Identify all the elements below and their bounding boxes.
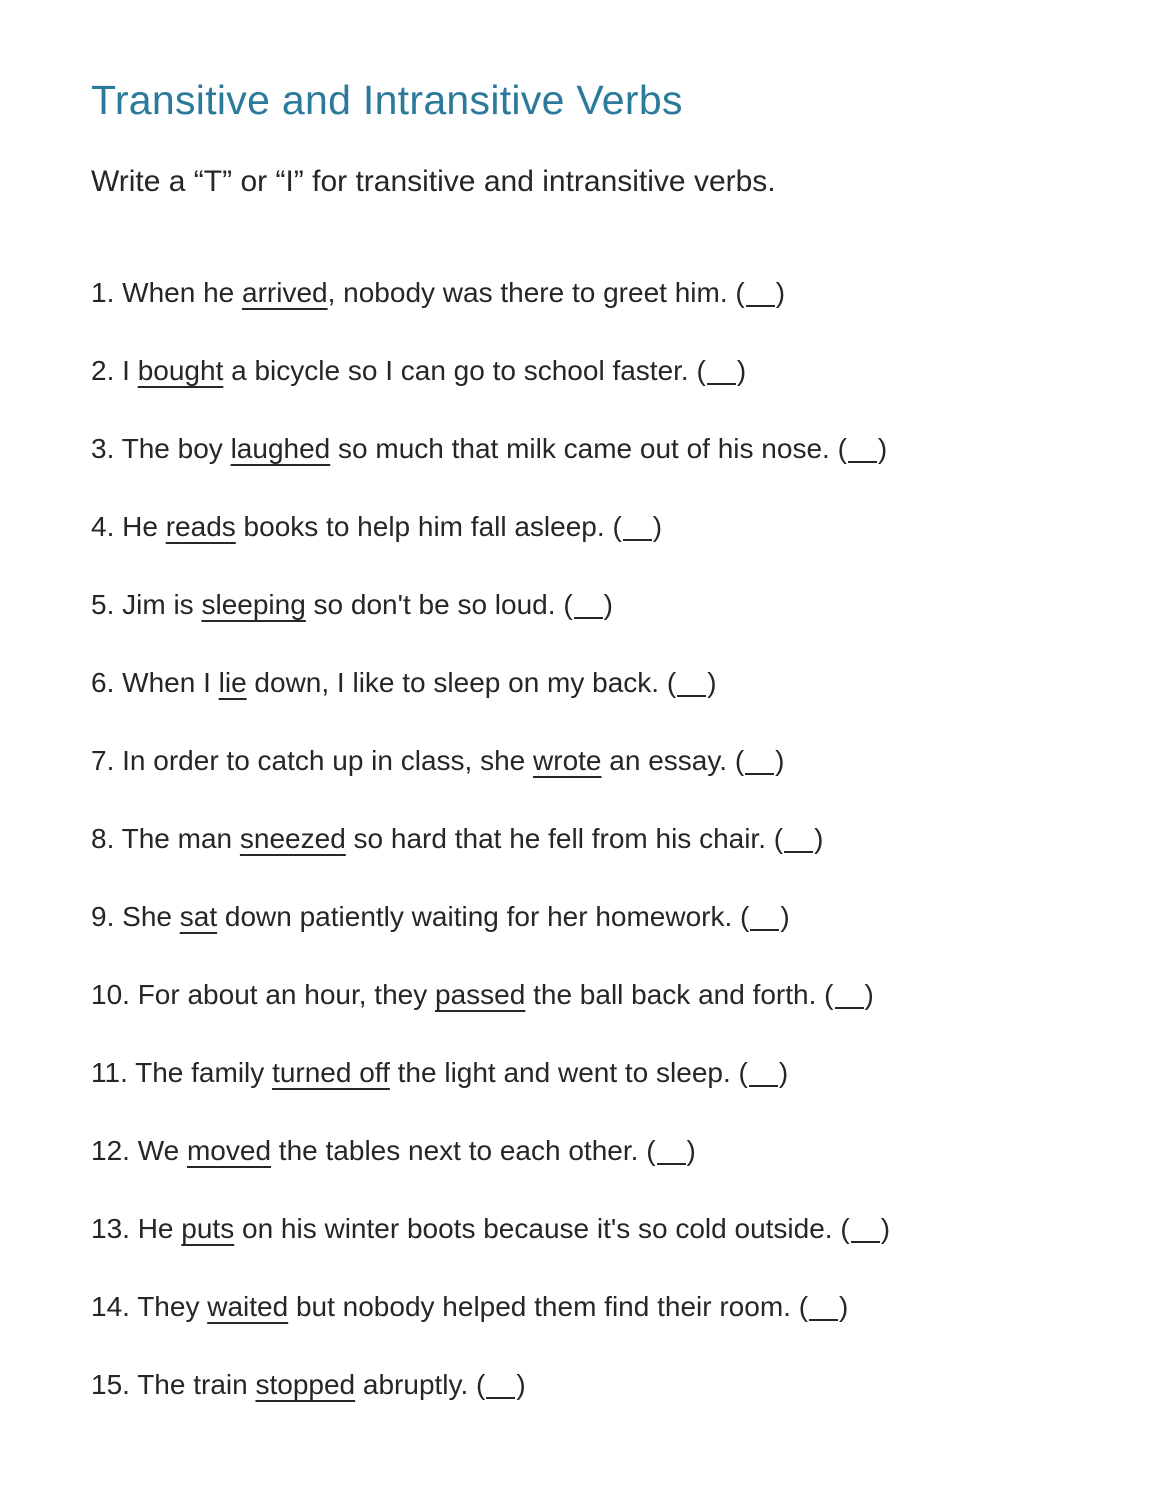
sentence-before-verb: They — [137, 1290, 208, 1322]
item-number: 1. — [91, 276, 123, 308]
close-paren: ) — [736, 354, 747, 386]
exercise-item — [91, 1058, 1108, 1088]
exercise-item — [91, 980, 1108, 1010]
answer-blank[interactable] — [486, 1394, 515, 1399]
underlined-verb: arrived — [242, 276, 328, 308]
answer-blank[interactable] — [851, 1238, 880, 1243]
open-paren: ( — [735, 276, 745, 308]
exercise-list — [91, 278, 1108, 1400]
open-paren: ( — [646, 1134, 656, 1166]
underlined-verb: sat — [179, 900, 218, 932]
answer-blank[interactable] — [784, 848, 813, 853]
sentence-before-verb: The train — [137, 1368, 256, 1400]
close-paren: ) — [775, 276, 786, 308]
exercise-item — [91, 1292, 1108, 1322]
exercise-item — [91, 590, 1108, 620]
exercise-item — [91, 278, 1108, 308]
close-paren: ) — [652, 510, 663, 542]
sentence-after-verb: the light and went to sleep. — [389, 1056, 739, 1088]
close-paren: ) — [516, 1368, 526, 1400]
exercise-item — [91, 434, 1108, 464]
item-number: 14. — [91, 1290, 138, 1322]
close-paren: ) — [877, 432, 888, 464]
sentence-before-verb: We — [137, 1134, 187, 1166]
answer-blank[interactable] — [848, 458, 877, 463]
sentence-before-verb: He — [137, 1212, 182, 1244]
open-paren: ( — [563, 588, 573, 620]
item-number: 2. — [91, 354, 123, 386]
item-number: 13. — [91, 1212, 138, 1244]
item-number: 15. — [91, 1368, 138, 1400]
sentence-after-verb: on his winter boots because it's so cold outside. — [234, 1212, 841, 1244]
item-number: 4. — [91, 510, 123, 542]
item-number: 9. — [91, 900, 123, 932]
open-paren: ( — [734, 744, 745, 776]
underlined-verb: wrote — [533, 744, 602, 776]
item-number: 6. — [91, 666, 123, 698]
open-paren: ( — [773, 822, 784, 854]
close-paren: ) — [839, 1290, 849, 1322]
close-paren: ) — [864, 978, 874, 1010]
close-paren: ) — [707, 666, 717, 698]
open-paren: ( — [824, 978, 834, 1010]
sentence-after-verb: so hard that he fell from his chair. — [345, 822, 774, 854]
close-paren: ) — [880, 1212, 891, 1244]
exercise-item — [91, 1370, 1108, 1400]
page-title: Transitive and Intransitive Verbs — [91, 77, 683, 123]
open-paren: ( — [612, 510, 622, 542]
sentence-after-verb: so don't be so loud. — [305, 588, 564, 620]
sentence-before-verb: Jim is — [122, 588, 202, 620]
underlined-verb: waited — [207, 1290, 289, 1322]
underlined-verb: puts — [181, 1212, 235, 1244]
item-number: 11. — [91, 1056, 136, 1088]
exercise-item — [91, 668, 1108, 698]
open-paren: ( — [696, 354, 706, 386]
open-paren: ( — [666, 666, 677, 698]
close-paren: ) — [778, 1056, 789, 1088]
close-paren: ) — [780, 900, 790, 932]
sentence-after-verb: the tables next to each other. — [271, 1134, 647, 1166]
exercise-item — [91, 824, 1108, 854]
item-number: 5. — [91, 588, 123, 620]
underlined-verb: sleeping — [201, 588, 306, 620]
open-paren: ( — [837, 432, 847, 464]
answer-blank[interactable] — [745, 770, 774, 775]
exercise-item — [91, 512, 1108, 542]
answer-blank[interactable] — [707, 380, 736, 385]
instructions-text: Write a “T” or “I” for transitive and intransitive verbs. — [91, 165, 776, 198]
answer-blank[interactable] — [623, 536, 652, 541]
sentence-before-verb: I — [122, 354, 138, 386]
sentence-after-verb: an essay. — [601, 744, 735, 776]
underlined-verb: bought — [137, 354, 224, 386]
answer-blank[interactable] — [677, 692, 706, 697]
sentence-after-verb: down, I like to sleep on my back. — [246, 666, 667, 698]
exercise-item — [91, 1136, 1108, 1166]
answer-blank[interactable] — [574, 614, 603, 619]
item-number: 7. — [91, 744, 123, 776]
answer-blank[interactable] — [750, 926, 779, 931]
underlined-verb: sneezed — [239, 822, 346, 854]
item-number: 8. — [91, 822, 122, 854]
exercise-item — [91, 902, 1108, 932]
sentence-after-verb: abruptly. — [355, 1368, 476, 1400]
sentence-before-verb: For about an hour, they — [137, 978, 436, 1010]
answer-blank[interactable] — [746, 302, 775, 307]
sentence-after-verb: down patiently waiting for her homework. — [217, 900, 741, 932]
sentence-before-verb: The family — [135, 1056, 273, 1088]
open-paren: ( — [738, 1056, 748, 1088]
exercise-item — [91, 746, 1108, 776]
sentence-after-verb: so much that milk came out of his nose. — [330, 432, 838, 464]
underlined-verb: stopped — [255, 1368, 356, 1400]
underlined-verb: passed — [435, 978, 526, 1010]
item-number: 10. — [91, 978, 138, 1010]
close-paren: ) — [814, 822, 824, 854]
open-paren: ( — [798, 1290, 809, 1322]
close-paren: ) — [686, 1134, 696, 1166]
underlined-verb: laughed — [230, 432, 331, 464]
sentence-after-verb: , nobody was there to greet him. — [327, 276, 736, 308]
sentence-before-verb: When he — [122, 276, 242, 308]
open-paren: ( — [476, 1368, 486, 1400]
close-paren: ) — [603, 588, 613, 620]
underlined-verb: turned off — [272, 1056, 390, 1088]
sentence-before-verb: He — [122, 510, 166, 542]
underlined-verb: moved — [186, 1134, 272, 1166]
sentence-before-verb: The boy — [121, 432, 231, 464]
sentence-after-verb: but nobody helped them find their room. — [288, 1290, 799, 1322]
sentence-after-verb: the ball back and forth. — [525, 978, 825, 1010]
sentence-after-verb: books to help him fall asleep. — [235, 510, 613, 542]
close-paren: ) — [775, 744, 785, 776]
answer-blank[interactable] — [657, 1160, 686, 1165]
item-number: 12. — [91, 1134, 138, 1166]
open-paren: ( — [840, 1212, 850, 1244]
answer-blank[interactable] — [749, 1082, 778, 1087]
sentence-after-verb: a bicycle so I can go to school faster. — [223, 354, 697, 386]
underlined-verb: lie — [218, 666, 247, 698]
exercise-item — [91, 356, 1108, 386]
item-number: 3. — [91, 432, 122, 464]
answer-blank[interactable] — [809, 1316, 838, 1321]
open-paren: ( — [740, 900, 750, 932]
exercise-item — [91, 1214, 1108, 1244]
sentence-before-verb: In order to catch up in class, she — [122, 744, 534, 776]
sentence-before-verb: The man — [121, 822, 240, 854]
underlined-verb: reads — [165, 510, 236, 542]
answer-blank[interactable] — [835, 1004, 864, 1009]
sentence-before-verb: When I — [122, 666, 219, 698]
sentence-before-verb: She — [122, 900, 180, 932]
